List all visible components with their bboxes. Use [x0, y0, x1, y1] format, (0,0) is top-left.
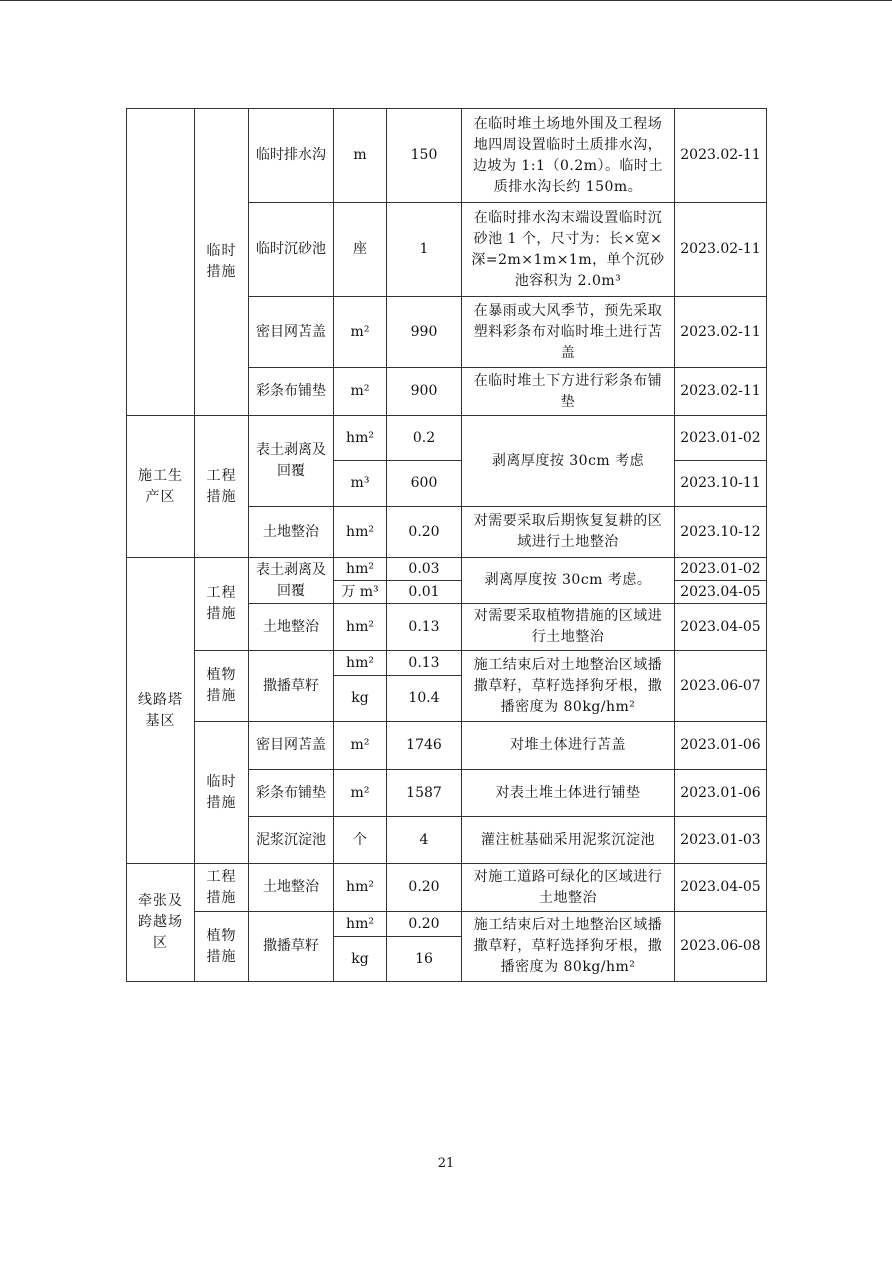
item-cell: 表土剥离及回覆 — [249, 558, 334, 604]
unit-cell: m² — [334, 722, 387, 770]
date-cell: 2023.01-06 — [675, 722, 767, 770]
quantity-cell: 0.20 — [387, 864, 462, 912]
unit-cell: m² — [334, 770, 387, 817]
page-number: 21 — [437, 1156, 455, 1171]
description-cell: 剥离厚度按 30cm 考虑 — [462, 416, 675, 507]
item-cell: 土地整治 — [249, 864, 334, 912]
table-row — [127, 558, 767, 581]
date-cell: 2023.01-02 — [675, 558, 767, 581]
area-cell: 线路塔基区 — [127, 558, 195, 864]
quantity-cell: 0.20 — [387, 912, 462, 937]
description-cell: 在临时堆土下方进行彩条布铺垫 — [462, 368, 675, 416]
date-cell: 2023.01-02 — [675, 416, 767, 461]
quantity-cell: 0.03 — [387, 558, 462, 581]
unit-cell: m — [334, 109, 387, 203]
unit-cell: hm² — [334, 416, 387, 461]
date-cell: 2023.02-11 — [675, 368, 767, 416]
date-cell: 2023.02-11 — [675, 109, 767, 203]
unit-cell: kg — [334, 937, 387, 982]
table-row — [127, 109, 767, 203]
unit-cell: 座 — [334, 203, 387, 297]
measure-type-cell: 工程措施 — [195, 416, 249, 558]
page-top-border — [0, 0, 892, 1]
measure-type-cell: 植物措施 — [195, 912, 249, 982]
table-row — [127, 651, 767, 676]
date-cell: 2023.02-11 — [675, 297, 767, 368]
date-cell: 2023.10-12 — [675, 507, 767, 558]
description-cell: 剥离厚度按 30cm 考虑。 — [462, 558, 675, 604]
quantity-cell: 600 — [387, 461, 462, 507]
date-cell: 2023.01-03 — [675, 817, 767, 864]
unit-cell: m³ — [334, 461, 387, 507]
measure-type-cell: 临时措施 — [195, 722, 249, 864]
quantity-cell: 0.2 — [387, 416, 462, 461]
quantity-cell: 16 — [387, 937, 462, 982]
unit-cell: hm² — [334, 604, 387, 651]
item-cell: 撒播草籽 — [249, 912, 334, 982]
table-row — [127, 912, 767, 937]
soil-conservation-measures-table — [126, 108, 767, 982]
description-cell: 施工结束后对土地整治区域播撒草籽，草籽选择狗牙根，撒播密度为 80kg/hm² — [462, 651, 675, 722]
quantity-cell: 0.01 — [387, 581, 462, 604]
quantity-cell: 150 — [387, 109, 462, 203]
date-cell: 2023.01-06 — [675, 770, 767, 817]
quantity-cell: 0.13 — [387, 651, 462, 676]
measure-type-cell: 工程措施 — [195, 558, 249, 651]
quantity-cell: 4 — [387, 817, 462, 864]
quantity-cell: 10.4 — [387, 676, 462, 722]
unit-cell: hm² — [334, 912, 387, 937]
quantity-cell: 1 — [387, 203, 462, 297]
unit-cell: hm² — [334, 558, 387, 581]
date-cell: 2023.02-11 — [675, 203, 767, 297]
area-cell: 施工生产区 — [127, 416, 195, 558]
quantity-cell: 0.20 — [387, 507, 462, 558]
quantity-cell: 0.13 — [387, 604, 462, 651]
area-cell — [127, 109, 195, 416]
description-cell: 在临时堆土场地外围及工程场地四周设置临时土质排水沟，边坡为 1:1（0.2m）。临时土质排水沟长约 150m。 — [462, 109, 675, 203]
date-cell: 2023.04-05 — [675, 581, 767, 604]
unit-cell: kg — [334, 676, 387, 722]
item-cell: 临时沉砂池 — [249, 203, 334, 297]
quantity-cell: 900 — [387, 368, 462, 416]
area-cell: 牵张及跨越场区 — [127, 864, 195, 982]
item-cell: 临时排水沟 — [249, 109, 334, 203]
measure-type-cell: 工程措施 — [195, 864, 249, 912]
table-row — [127, 864, 767, 912]
measure-type-cell: 植物措施 — [195, 651, 249, 722]
item-cell: 密目网苫盖 — [249, 722, 334, 770]
date-cell: 2023.06-08 — [675, 912, 767, 982]
unit-cell: 个 — [334, 817, 387, 864]
quantity-cell: 1587 — [387, 770, 462, 817]
item-cell: 密目网苫盖 — [249, 297, 334, 368]
item-cell: 彩条布铺垫 — [249, 368, 334, 416]
measure-type-cell: 临时措施 — [195, 109, 249, 416]
description-cell: 对施工道路可绿化的区域进行土地整治 — [462, 864, 675, 912]
table-row — [127, 722, 767, 770]
unit-cell: 万 m³ — [334, 581, 387, 604]
date-cell: 2023.04-05 — [675, 864, 767, 912]
item-cell: 撒播草籽 — [249, 651, 334, 722]
quantity-cell: 1746 — [387, 722, 462, 770]
description-cell: 灌注桩基础采用泥浆沉淀池 — [462, 817, 675, 864]
quantity-cell: 990 — [387, 297, 462, 368]
unit-cell: m² — [334, 297, 387, 368]
date-cell: 2023.06-07 — [675, 651, 767, 722]
description-cell: 对堆土体进行苫盖 — [462, 722, 675, 770]
date-cell: 2023.04-05 — [675, 604, 767, 651]
description-cell: 对需要采取植物措施的区域进行土地整治 — [462, 604, 675, 651]
unit-cell: m² — [334, 368, 387, 416]
item-cell: 土地整治 — [249, 507, 334, 558]
table-row — [127, 416, 767, 461]
item-cell: 表土剥离及回覆 — [249, 416, 334, 507]
description-cell: 施工结束后对土地整治区域播撒草籽，草籽选择狗牙根，撒播密度为 80kg/hm² — [462, 912, 675, 982]
item-cell: 泥浆沉淀池 — [249, 817, 334, 864]
unit-cell: hm² — [334, 651, 387, 676]
description-cell: 在临时排水沟末端设置临时沉砂池 1 个，尺寸为：长×宽×深=2m×1m×1m，单个沉砂池容积为 2.0m³ — [462, 203, 675, 297]
description-cell: 对需要采取后期恢复复耕的区域进行土地整治 — [462, 507, 675, 558]
item-cell: 彩条布铺垫 — [249, 770, 334, 817]
unit-cell: hm² — [334, 864, 387, 912]
description-cell: 在暴雨或大风季节，预先采取塑料彩条布对临时堆土进行苫盖 — [462, 297, 675, 368]
unit-cell: hm² — [334, 507, 387, 558]
item-cell: 土地整治 — [249, 604, 334, 651]
date-cell: 2023.10-11 — [675, 461, 767, 507]
description-cell: 对表土堆土体进行铺垫 — [462, 770, 675, 817]
